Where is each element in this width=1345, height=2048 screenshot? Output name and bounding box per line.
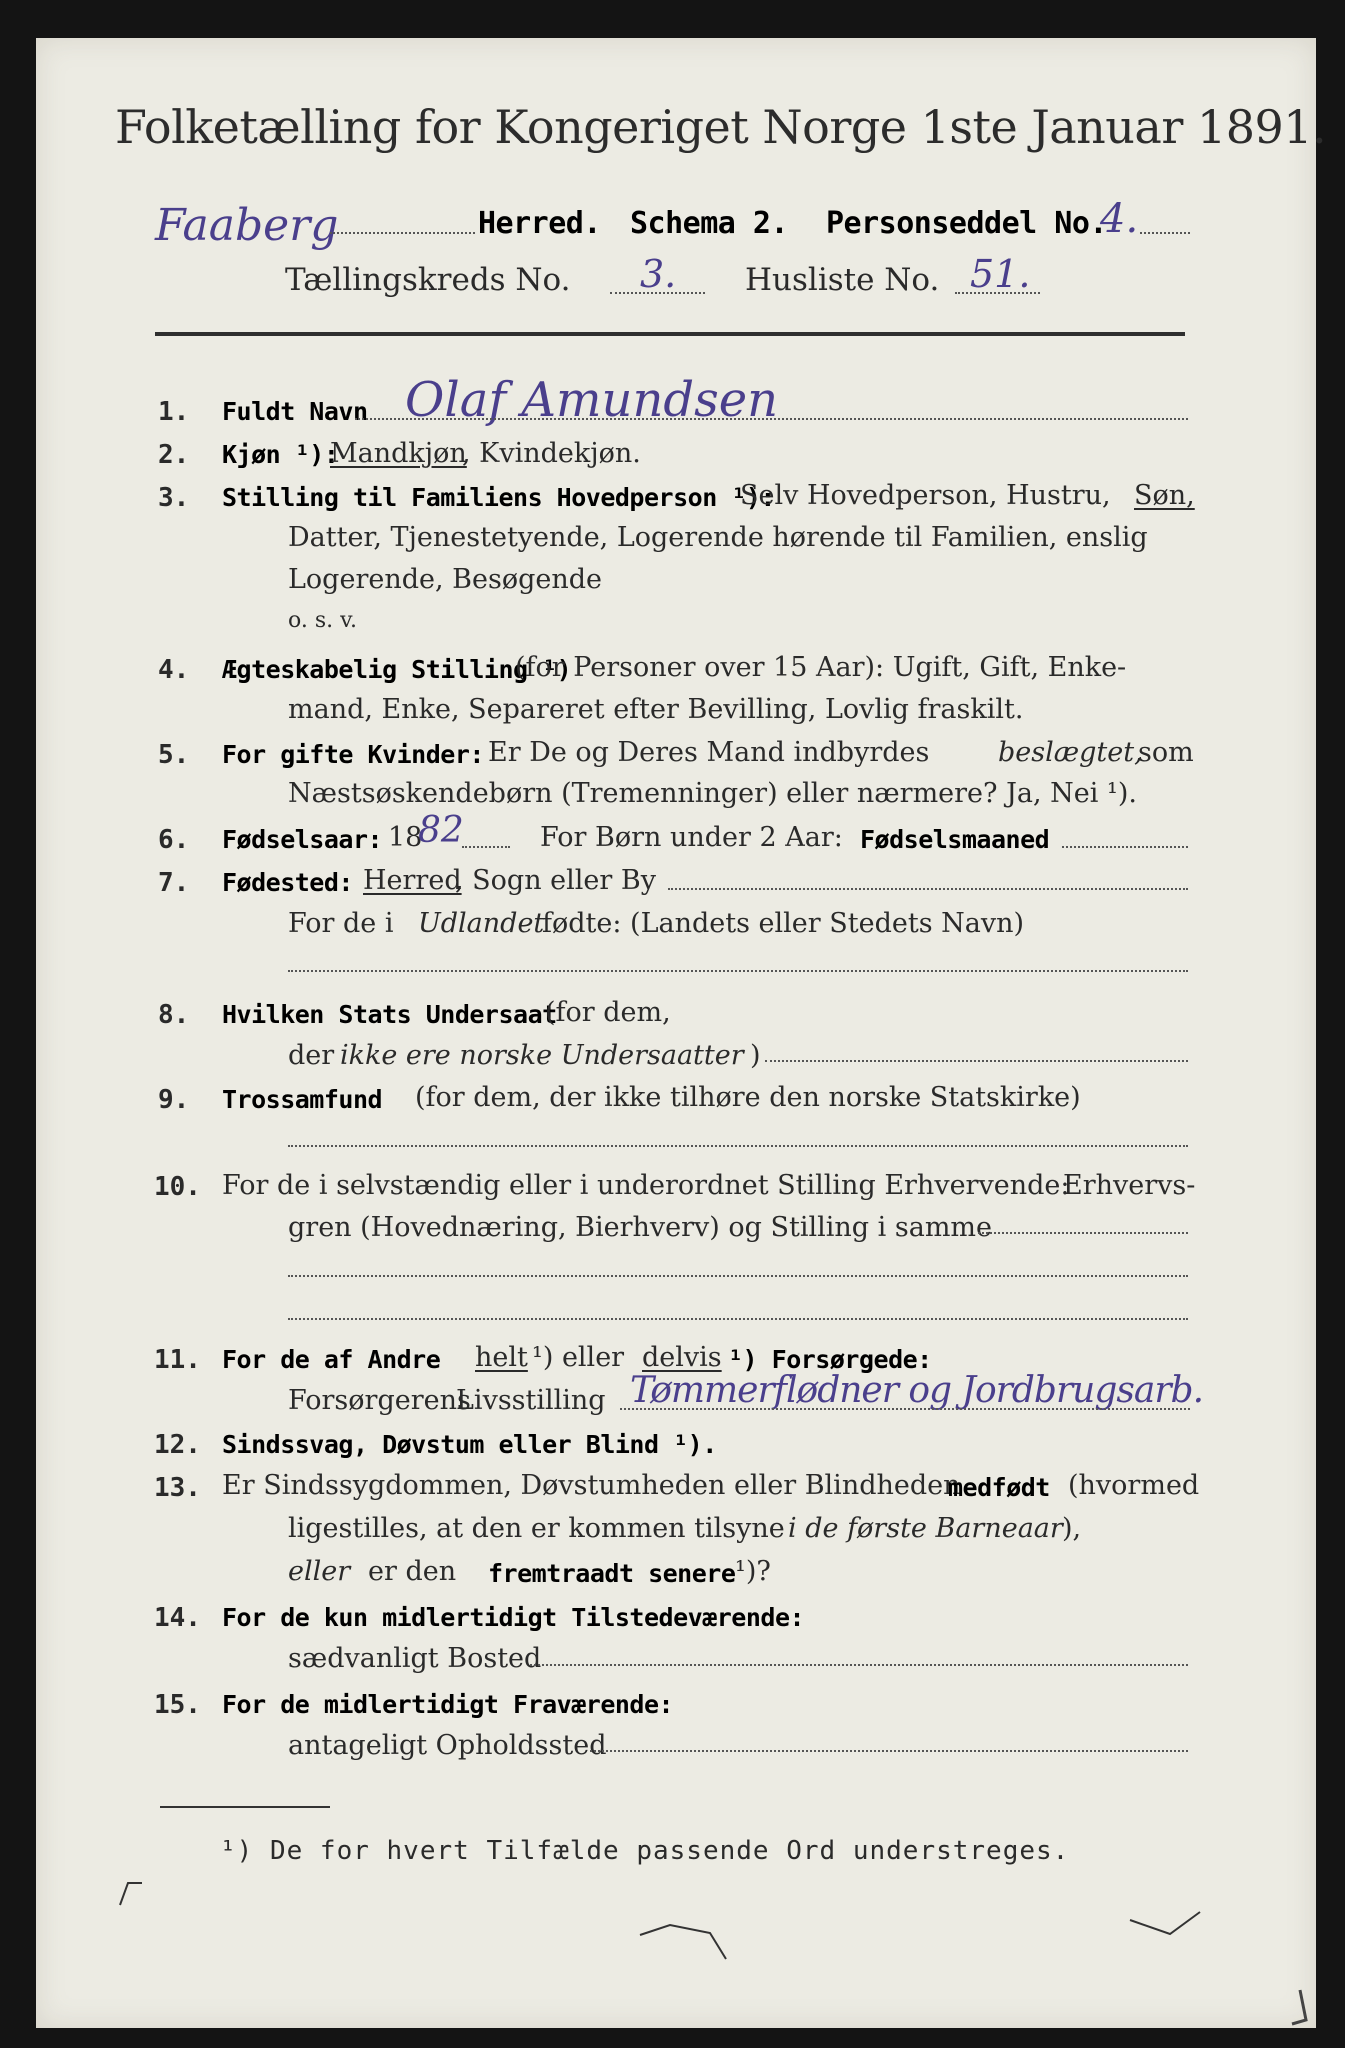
q8-label: Hvilken Stats Undersaat <box>222 1000 557 1029</box>
q15-line2: antageligt Opholdssted <box>288 1730 607 1761</box>
husliste-label: Husliste No. <box>745 262 940 298</box>
q8-line2-italic: ikke ere norske Undersaatter <box>340 1040 744 1071</box>
q5-line1: Er De og Deres Mand indbyrdes <box>488 737 930 768</box>
item-number-13: 13. <box>154 1473 201 1503</box>
q2-label: Kjøn ¹): <box>222 440 339 469</box>
item-number-4: 4. <box>158 655 190 685</box>
herred-handwritten: Faaberg <box>155 200 339 251</box>
q1-name-handwritten: Olaf Amundsen <box>405 372 779 428</box>
q13-line3-italic: eller <box>288 1556 351 1587</box>
q5-line2: Næstsøskendebørn (Tremenninger) eller nærmere? Ja, Nei ¹). <box>288 778 1137 809</box>
q4-line1: (for Personer over 15 Aar): Ugift, Gift, Enke- <box>515 652 1127 683</box>
footnote: ¹) De for hvert Tilfælde passende Ord understreges. <box>220 1836 1070 1866</box>
q8-line1: (for dem, <box>545 997 671 1028</box>
q10-line1-end: Erhvervs- <box>1063 1170 1196 1201</box>
q11-line2: Forsørgerens <box>288 1385 471 1416</box>
q13-line1-end: (hvormed <box>1068 1470 1200 1501</box>
q13-line2a: ligestilles, at den er kommen tilsyne <box>288 1513 785 1544</box>
q2-option-kvindekjon: , Kvindekjøn. <box>462 438 641 469</box>
kreds-number: 3. <box>640 252 677 296</box>
item-number-9: 9. <box>158 1085 190 1115</box>
q11-occupation-handwritten: Tømmerflødner og Jordbrugsarb. <box>630 1370 1204 1411</box>
q11-mid: ¹) eller <box>532 1342 625 1373</box>
q4-label: Ægteskabelig Stilling ¹) <box>222 655 572 684</box>
q10-label: For de i selvstændig eller i underordnet Stilling Erhvervende: <box>222 1170 1070 1201</box>
q7-rest: , Sogn eller By <box>455 865 656 896</box>
q3-option-son: Søn, <box>1134 480 1195 511</box>
q12-label: Sindssvag, Døvstum eller Blind ¹). <box>222 1430 717 1459</box>
item-number-3: 3. <box>158 483 190 513</box>
q11-option-delvis: delvis <box>642 1342 722 1373</box>
item-number-5: 5. <box>158 740 190 770</box>
item-number-8: 8. <box>158 1000 190 1030</box>
item-number-12: 12. <box>154 1430 201 1460</box>
item-number-6: 6. <box>158 825 190 855</box>
q10-line2: gren (Hovednæring, Bierhverv) og Stilling i samme <box>288 1212 993 1243</box>
q13-line2-italic: i de første Barneaar <box>788 1513 1063 1544</box>
q6-label: Fødselsaar: <box>222 825 383 854</box>
q6-rest: For Børn under 2 Aar: <box>540 822 843 853</box>
q13-line3a: er den <box>368 1556 457 1587</box>
personseddel-label: Personseddel No. <box>826 206 1107 241</box>
q5-line1-italic: beslægtet, <box>998 737 1143 768</box>
q3-line3: Logerende, Besøgende <box>288 564 602 595</box>
q13-line2b: ), <box>1062 1513 1082 1544</box>
q14-line2: sædvanligt Bosted <box>288 1643 542 1674</box>
q13-line3b: fremtraadt senere <box>488 1559 736 1588</box>
q6-year-handwritten: 82 <box>418 810 464 851</box>
q9-line1: (for dem, der ikke tilhøre den norske Statskirke) <box>415 1082 1081 1113</box>
herred-label: Herred. <box>478 206 601 241</box>
q13-line1: Er Sindssygdommen, Døvstumheden eller Blindheden <box>222 1470 961 1501</box>
item-number-14: 14. <box>154 1603 201 1633</box>
schema-label: Schema 2. <box>630 206 789 241</box>
q6-rest-bold: Fødselsmaaned <box>860 825 1050 854</box>
husliste-number: 51. <box>970 252 1031 296</box>
personseddel-number: 4. <box>1100 196 1139 242</box>
q9-label: Trossamfund <box>222 1085 383 1114</box>
q5-line1-end: som <box>1138 737 1194 768</box>
q3-line2: Datter, Tjenestetyende, Logerende hørende til Familien, enslig <box>288 522 1148 553</box>
q7-line2-italic: Udlandet <box>418 908 545 939</box>
form-title: Folketælling for Kongeriget Norge 1ste Januar 1891. <box>115 100 1327 154</box>
q11-label: For de af Andre <box>222 1345 441 1374</box>
q7-label: Fødested: <box>222 868 353 897</box>
q15-label: For de midlertidigt Fraværende: <box>222 1690 674 1719</box>
item-number-7: 7. <box>158 868 190 898</box>
q5-label: For gifte Kvinder: <box>222 740 484 769</box>
q8-line2b: ) <box>750 1040 761 1071</box>
q7-option-herred: Herred <box>363 865 462 896</box>
q2-option-mandkjon: Mandkjøn <box>330 438 467 469</box>
q13-line1-bold: medfødt <box>948 1473 1050 1502</box>
q7-line2b: fødte: (Landets eller Stedets Navn) <box>542 908 1025 939</box>
kreds-label: Tællingskreds No. <box>285 262 571 298</box>
item-number-11: 11. <box>154 1345 201 1375</box>
item-number-10: 10. <box>154 1172 201 1202</box>
q3-label: Stilling til Familiens Hovedperson ¹): <box>222 483 775 512</box>
q3-line4: o. s. v. <box>288 608 357 633</box>
q8-line2a: der <box>288 1040 335 1071</box>
q13-line3c: ¹)? <box>735 1556 771 1587</box>
item-number-1: 1. <box>158 397 190 427</box>
item-number-2: 2. <box>158 440 190 470</box>
q4-line2: mand, Enke, Separeret efter Bevilling, Lovlig fraskilt. <box>288 694 1024 725</box>
q7-line2a: For de i <box>288 908 394 939</box>
q14-label: For de kun midlertidigt Tilstedeværende: <box>222 1603 805 1632</box>
q11-option-helt: helt <box>475 1342 528 1373</box>
q1-label: Fuldt Navn <box>222 397 368 426</box>
q6-year-prefix: 18 <box>388 822 423 853</box>
q3-line1: Selv Hovedperson, Hustru, <box>740 480 1111 511</box>
item-number-15: 15. <box>154 1690 201 1720</box>
q11-end: ¹) Forsørgede: <box>728 1345 932 1374</box>
q11-line2b: Livsstilling <box>456 1385 606 1416</box>
